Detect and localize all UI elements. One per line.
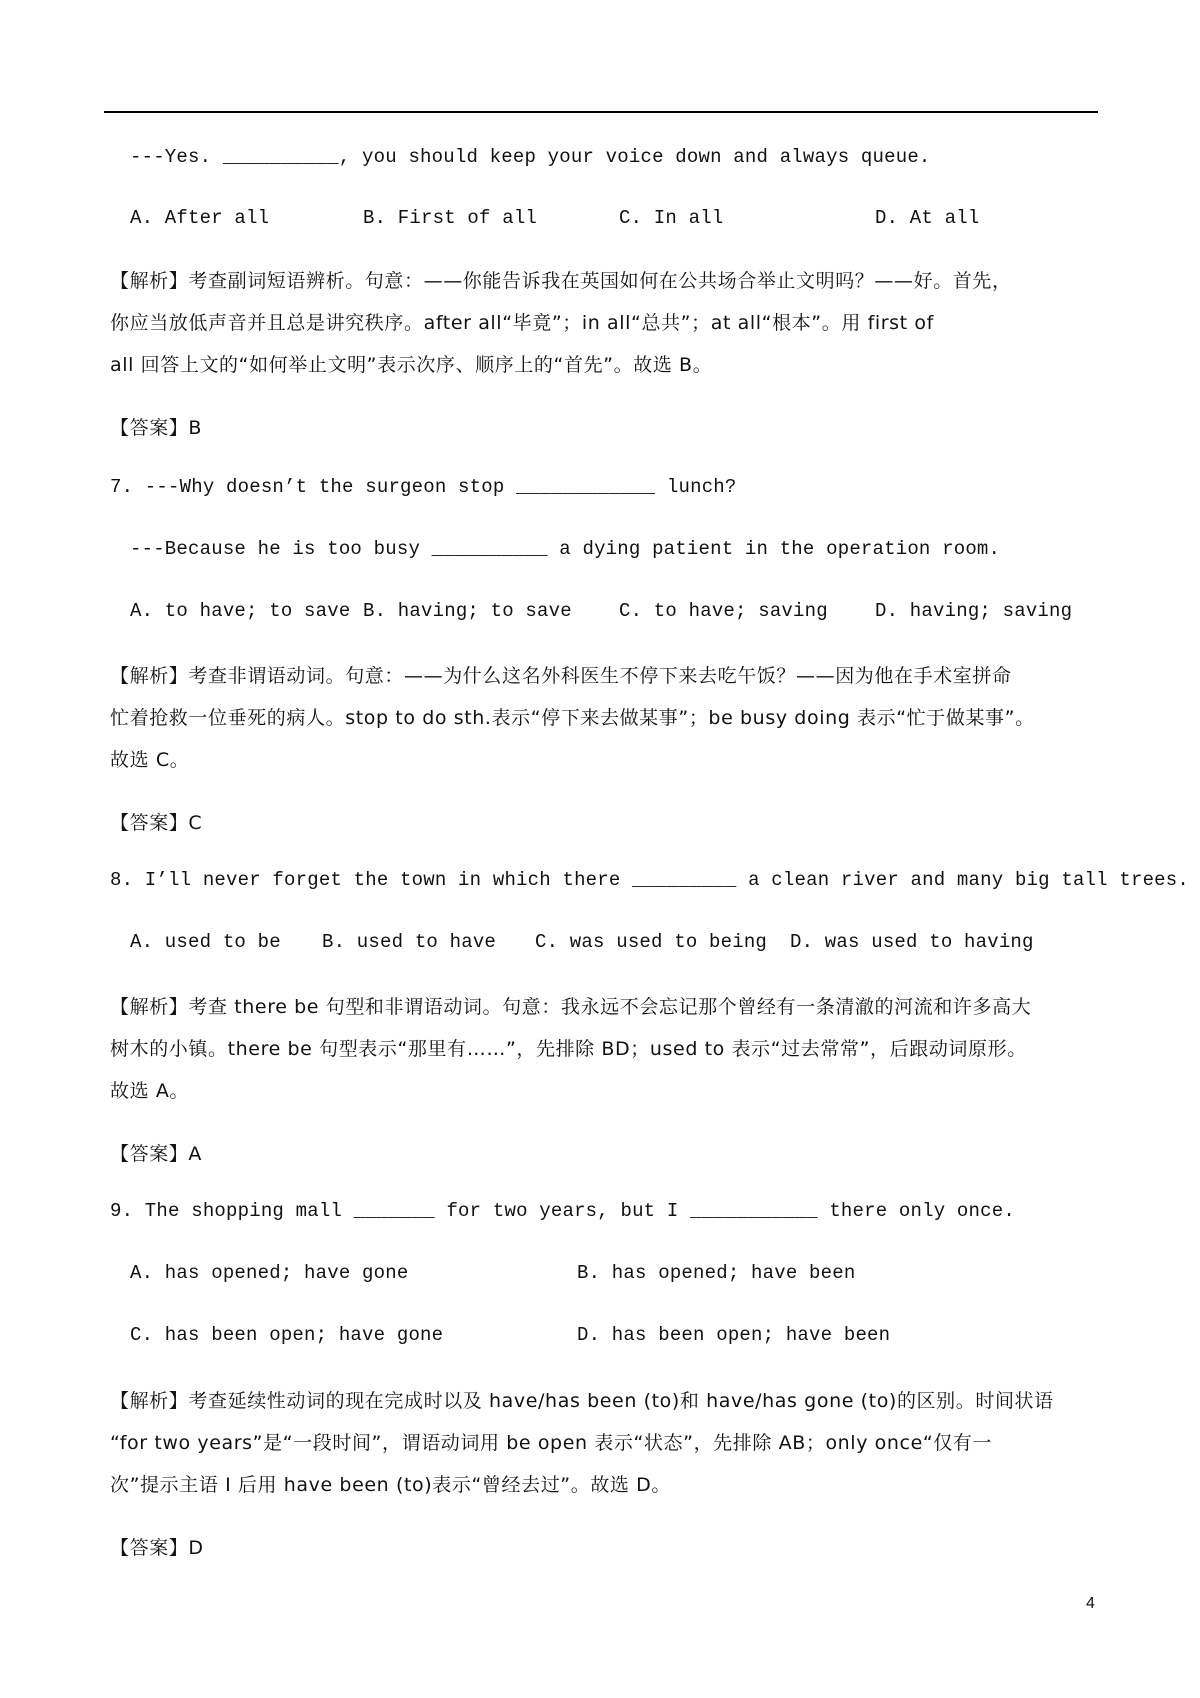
q7-analysis-line-1: 【解析】考查非谓语动词。句意：——为什么这名外科医生不停下来去吃午饭？——因为他在手术室拼命 — [110, 665, 1012, 687]
q7-analysis-line-2: 忙着抢救一位垂死的病人。stop to do sth.表示“停下来去做某事”；be busy doing 表示“忙于做某事”。 — [110, 707, 1035, 729]
q6-analysis-line-3: all 回答上文的“如何举止文明”表示次序、顺序上的“首先”。故选 B。 — [110, 354, 713, 376]
page-number: 4 — [1086, 1595, 1095, 1612]
q8-analysis-line-3: 故选 A。 — [110, 1080, 190, 1102]
q6-option-b: B. First of all — [363, 207, 538, 229]
q9-option-c: C. has been open; have gone — [130, 1324, 444, 1346]
q8-option-d: D. was used to having — [790, 931, 1034, 953]
q7-reply: ---Because he is too busy __________ a dying patient in the operation room. — [130, 538, 1001, 560]
q8-option-a: A. used to be — [130, 931, 281, 953]
q8-option-b: B. used to have — [322, 931, 497, 953]
q7-analysis-line-3: 故选 C。 — [110, 749, 190, 771]
q9-option-b: B. has opened; have been — [577, 1262, 856, 1284]
q8-analysis-line-2: 树木的小镇。there be 句型表示“那里有……”，先排除 BD；used to 表示“过去常常”，后跟动词原形。 — [110, 1038, 1027, 1060]
q6-option-c: C. In all — [619, 207, 724, 229]
q7-option-b: B. having; to save — [363, 600, 572, 622]
q9-question: 9. The shopping mall _______ for two years, but I ___________ there only once. — [110, 1200, 1015, 1222]
q9-option-a: A. has opened; have gone — [130, 1262, 409, 1284]
q6-option-a: A. After all — [130, 207, 270, 229]
q8-option-c: C. was used to being — [535, 931, 768, 953]
q9-analysis-line-2: “for two years”是“一段时间”，谓语动词用 be open 表示“状态”，先排除 AB；only once“仅有一 — [110, 1432, 993, 1454]
q7-question: 7. ---Why doesn’t the surgeon stop ____________ lunch? — [110, 476, 737, 498]
q8-analysis-line-1: 【解析】考查 there be 句型和非谓语动词。句意：我永远不会忘记那个曾经有一条清澈的河流和许多高大 — [110, 996, 1032, 1018]
q8-question: 8. I’ll never forget the town in which there _________ a clean river and many big tall trees. — [110, 869, 1189, 891]
q6-answer: 【答案】B — [110, 417, 203, 439]
q6-reply: ---Yes. __________, you should keep your voice down and always queue. — [130, 146, 931, 168]
q9-option-d: D. has been open; have been — [577, 1324, 891, 1346]
q6-analysis-line-2: 你应当放低声音并且总是讲究秩序。after all“毕竟”；in all“总共”；at all“根本”。用 first of — [110, 312, 934, 334]
q7-answer: 【答案】C — [110, 812, 203, 834]
q7-option-c: C. to have; saving — [619, 600, 828, 622]
header-rule — [104, 111, 1098, 113]
q9-analysis-line-1: 【解析】考查延续性动词的现在完成时以及 have/has been (to)和 have/has gone (to)的区别。时间状语 — [110, 1390, 1054, 1412]
q9-analysis-line-3: 次”提示主语 I 后用 have been (to)表示“曾经去过”。故选 D。 — [110, 1474, 672, 1496]
q7-option-d: D. having; saving — [875, 600, 1073, 622]
q6-analysis-line-1: 【解析】考查副词短语辨析。句意：——你能告诉我在英国如何在公共场合举止文明吗？——好。首先， — [110, 270, 1012, 292]
q6-option-d: D. At all — [875, 207, 980, 229]
q8-answer: 【答案】A — [110, 1143, 202, 1165]
q9-answer: 【答案】D — [110, 1537, 204, 1559]
q7-option-a: A. to have; to save — [130, 600, 351, 622]
